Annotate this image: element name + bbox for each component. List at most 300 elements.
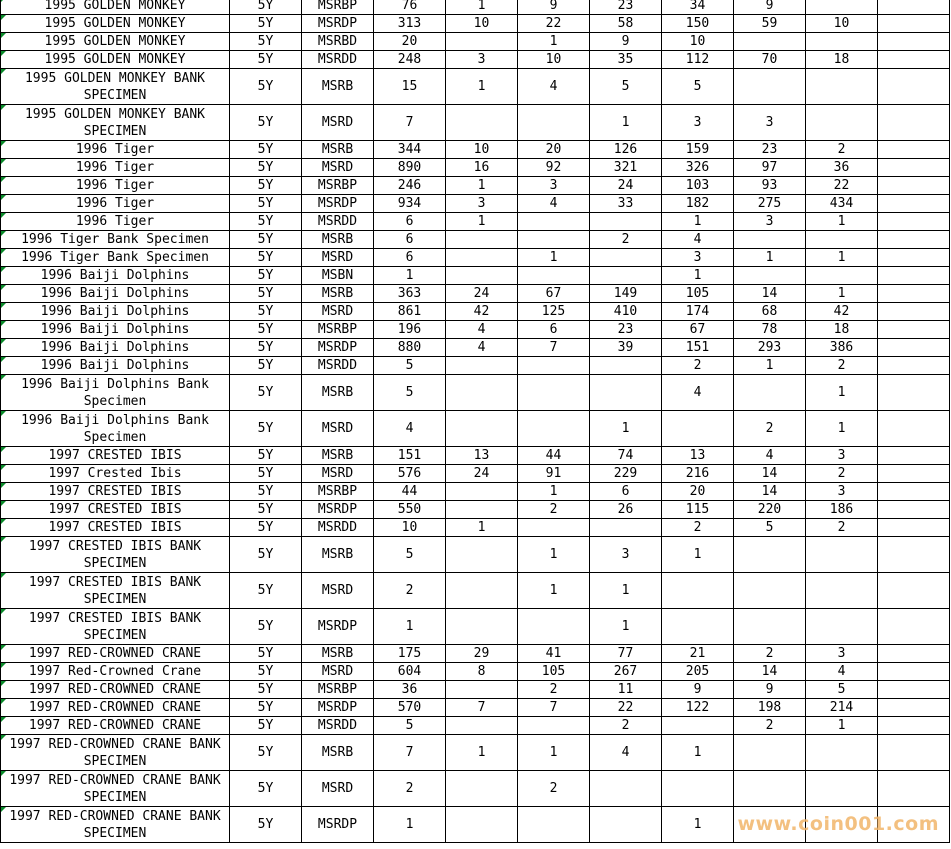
coin-name-cell[interactable]: 1996 Tiger Bank Specimen bbox=[1, 231, 230, 249]
empty-cell[interactable] bbox=[878, 771, 950, 807]
table-cell[interactable]: 21 bbox=[662, 645, 734, 663]
table-cell[interactable]: 2 bbox=[734, 717, 806, 735]
table-cell[interactable]: 293 bbox=[734, 339, 806, 357]
table-cell[interactable] bbox=[518, 411, 590, 447]
table-cell[interactable]: 13 bbox=[446, 447, 518, 465]
table-cell[interactable]: 5Y bbox=[230, 231, 302, 249]
table-cell[interactable]: 115 bbox=[662, 501, 734, 519]
table-cell[interactable]: 5 bbox=[806, 681, 878, 699]
empty-cell[interactable] bbox=[878, 339, 950, 357]
table-cell[interactable]: 2 bbox=[518, 681, 590, 699]
table-cell[interactable]: 44 bbox=[518, 447, 590, 465]
table-cell[interactable]: 5 bbox=[374, 357, 446, 375]
table-cell[interactable]: 7 bbox=[518, 699, 590, 717]
table-cell[interactable]: 74 bbox=[590, 447, 662, 465]
table-cell[interactable]: 103 bbox=[662, 177, 734, 195]
table-cell[interactable] bbox=[590, 771, 662, 807]
table-cell[interactable] bbox=[446, 807, 518, 843]
empty-cell[interactable] bbox=[878, 177, 950, 195]
coin-name-cell[interactable]: 1997 Crested Ibis bbox=[1, 465, 230, 483]
table-cell[interactable]: 7 bbox=[446, 699, 518, 717]
empty-cell[interactable] bbox=[878, 537, 950, 573]
table-cell[interactable] bbox=[590, 249, 662, 267]
table-cell[interactable] bbox=[446, 483, 518, 501]
table-cell[interactable] bbox=[806, 33, 878, 51]
coin-name-cell[interactable]: 1995 GOLDEN MONKEY bbox=[1, 0, 230, 15]
table-cell[interactable]: 1 bbox=[518, 537, 590, 573]
table-cell[interactable]: MSRDD bbox=[302, 51, 374, 69]
table-cell[interactable]: 196 bbox=[374, 321, 446, 339]
coin-name-cell[interactable]: 1997 CRESTED IBIS BANK SPECIMEN bbox=[1, 573, 230, 609]
table-cell[interactable]: 1 bbox=[806, 375, 878, 411]
table-cell[interactable] bbox=[662, 573, 734, 609]
table-cell[interactable]: 3 bbox=[446, 195, 518, 213]
table-cell[interactable]: 1 bbox=[374, 609, 446, 645]
table-cell[interactable]: 550 bbox=[374, 501, 446, 519]
table-cell[interactable]: MSRDP bbox=[302, 339, 374, 357]
table-cell[interactable]: 5Y bbox=[230, 465, 302, 483]
table-cell[interactable]: 5Y bbox=[230, 177, 302, 195]
table-cell[interactable]: 1 bbox=[446, 213, 518, 231]
table-cell[interactable]: 5Y bbox=[230, 699, 302, 717]
table-cell[interactable]: 1 bbox=[446, 519, 518, 537]
coin-name-cell[interactable]: 1996 Baiji Dolphins bbox=[1, 339, 230, 357]
table-cell[interactable]: MSRB bbox=[302, 141, 374, 159]
table-cell[interactable]: 5Y bbox=[230, 303, 302, 321]
empty-cell[interactable] bbox=[878, 33, 950, 51]
table-cell[interactable]: 5 bbox=[662, 69, 734, 105]
table-cell[interactable]: 248 bbox=[374, 51, 446, 69]
table-cell[interactable]: MSRD bbox=[302, 411, 374, 447]
table-cell[interactable]: 5Y bbox=[230, 501, 302, 519]
table-cell[interactable]: 15 bbox=[374, 69, 446, 105]
table-cell[interactable]: 434 bbox=[806, 195, 878, 213]
table-cell[interactable] bbox=[590, 213, 662, 231]
table-cell[interactable]: 23 bbox=[590, 321, 662, 339]
table-cell[interactable] bbox=[806, 573, 878, 609]
empty-cell[interactable] bbox=[878, 249, 950, 267]
table-cell[interactable]: 5Y bbox=[230, 735, 302, 771]
table-cell[interactable]: 326 bbox=[662, 159, 734, 177]
table-cell[interactable]: 5Y bbox=[230, 267, 302, 285]
table-cell[interactable]: 2 bbox=[374, 771, 446, 807]
table-cell[interactable]: 5Y bbox=[230, 375, 302, 411]
table-cell[interactable] bbox=[590, 267, 662, 285]
table-cell[interactable]: MSRDD bbox=[302, 357, 374, 375]
table-cell[interactable]: 3 bbox=[806, 645, 878, 663]
coin-name-cell[interactable]: 1996 Baiji Dolphins bbox=[1, 285, 230, 303]
table-cell[interactable]: 5Y bbox=[230, 771, 302, 807]
table-cell[interactable]: 5Y bbox=[230, 141, 302, 159]
table-cell[interactable]: 23 bbox=[590, 0, 662, 15]
table-cell[interactable]: 5Y bbox=[230, 105, 302, 141]
table-cell[interactable]: 2 bbox=[590, 231, 662, 249]
table-cell[interactable]: 5Y bbox=[230, 807, 302, 843]
table-cell[interactable] bbox=[806, 609, 878, 645]
table-cell[interactable] bbox=[518, 231, 590, 249]
table-cell[interactable]: MSRDP bbox=[302, 609, 374, 645]
table-cell[interactable] bbox=[446, 609, 518, 645]
table-cell[interactable]: 1 bbox=[806, 213, 878, 231]
table-cell[interactable]: MSRBP bbox=[302, 0, 374, 15]
table-cell[interactable]: 3 bbox=[662, 105, 734, 141]
empty-cell[interactable] bbox=[878, 51, 950, 69]
empty-cell[interactable] bbox=[878, 609, 950, 645]
table-cell[interactable]: 151 bbox=[374, 447, 446, 465]
empty-cell[interactable] bbox=[878, 645, 950, 663]
table-cell[interactable]: 92 bbox=[518, 159, 590, 177]
empty-cell[interactable] bbox=[878, 663, 950, 681]
table-cell[interactable]: 5Y bbox=[230, 159, 302, 177]
table-cell[interactable] bbox=[446, 771, 518, 807]
table-cell[interactable]: 3 bbox=[734, 105, 806, 141]
table-cell[interactable] bbox=[806, 537, 878, 573]
table-cell[interactable]: 1 bbox=[374, 807, 446, 843]
table-cell[interactable] bbox=[590, 375, 662, 411]
table-cell[interactable]: 29 bbox=[446, 645, 518, 663]
table-cell[interactable] bbox=[518, 519, 590, 537]
empty-cell[interactable] bbox=[878, 717, 950, 735]
table-cell[interactable]: 6 bbox=[374, 231, 446, 249]
table-cell[interactable] bbox=[446, 231, 518, 249]
coin-name-cell[interactable]: 1997 CRESTED IBIS BANK SPECIMEN bbox=[1, 537, 230, 573]
empty-cell[interactable] bbox=[878, 195, 950, 213]
table-cell[interactable]: 267 bbox=[590, 663, 662, 681]
empty-cell[interactable] bbox=[878, 141, 950, 159]
empty-cell[interactable] bbox=[878, 0, 950, 15]
table-cell[interactable]: 1 bbox=[662, 267, 734, 285]
coin-name-cell[interactable]: 1996 Baiji Dolphins Bank Specimen bbox=[1, 411, 230, 447]
table-cell[interactable]: 4 bbox=[446, 339, 518, 357]
table-cell[interactable]: 20 bbox=[662, 483, 734, 501]
table-cell[interactable]: 9 bbox=[590, 33, 662, 51]
table-cell[interactable]: 386 bbox=[806, 339, 878, 357]
empty-cell[interactable] bbox=[878, 285, 950, 303]
coin-name-cell[interactable]: 1997 CRESTED IBIS bbox=[1, 447, 230, 465]
table-cell[interactable]: 5 bbox=[374, 375, 446, 411]
table-cell[interactable]: 105 bbox=[518, 663, 590, 681]
empty-cell[interactable] bbox=[878, 681, 950, 699]
table-cell[interactable] bbox=[446, 375, 518, 411]
table-cell[interactable]: 5Y bbox=[230, 411, 302, 447]
table-cell[interactable]: 5Y bbox=[230, 483, 302, 501]
table-cell[interactable]: MSRDP bbox=[302, 807, 374, 843]
table-cell[interactable]: 2 bbox=[806, 141, 878, 159]
table-cell[interactable] bbox=[734, 69, 806, 105]
table-cell[interactable]: 344 bbox=[374, 141, 446, 159]
table-cell[interactable]: 2 bbox=[734, 645, 806, 663]
table-cell[interactable]: 4 bbox=[518, 69, 590, 105]
coin-name-cell[interactable]: 1996 Baiji Dolphins bbox=[1, 303, 230, 321]
table-cell[interactable] bbox=[734, 231, 806, 249]
table-cell[interactable]: 24 bbox=[446, 285, 518, 303]
coin-name-cell[interactable]: 1995 GOLDEN MONKEY BANK SPECIMEN bbox=[1, 105, 230, 141]
table-cell[interactable] bbox=[446, 501, 518, 519]
table-cell[interactable]: 35 bbox=[590, 51, 662, 69]
coin-name-cell[interactable]: 1995 GOLDEN MONKEY bbox=[1, 15, 230, 33]
table-cell[interactable]: 1 bbox=[590, 105, 662, 141]
table-cell[interactable]: 1 bbox=[518, 483, 590, 501]
table-cell[interactable]: 2 bbox=[806, 465, 878, 483]
table-cell[interactable] bbox=[518, 375, 590, 411]
table-cell[interactable] bbox=[662, 411, 734, 447]
table-cell[interactable]: 44 bbox=[374, 483, 446, 501]
table-cell[interactable]: MSRD bbox=[302, 771, 374, 807]
table-cell[interactable] bbox=[806, 267, 878, 285]
empty-cell[interactable] bbox=[878, 267, 950, 285]
table-cell[interactable]: 41 bbox=[518, 645, 590, 663]
table-cell[interactable]: 22 bbox=[590, 699, 662, 717]
table-cell[interactable]: 13 bbox=[662, 447, 734, 465]
table-cell[interactable] bbox=[446, 357, 518, 375]
table-cell[interactable]: 214 bbox=[806, 699, 878, 717]
table-cell[interactable]: 186 bbox=[806, 501, 878, 519]
table-cell[interactable]: 5Y bbox=[230, 357, 302, 375]
table-cell[interactable]: 3 bbox=[590, 537, 662, 573]
table-cell[interactable] bbox=[590, 807, 662, 843]
table-cell[interactable]: 16 bbox=[446, 159, 518, 177]
coin-name-cell[interactable]: 1996 Baiji Dolphins bbox=[1, 321, 230, 339]
coin-name-cell[interactable]: 1997 CRESTED IBIS bbox=[1, 519, 230, 537]
table-cell[interactable]: 76 bbox=[374, 0, 446, 15]
table-cell[interactable]: 313 bbox=[374, 15, 446, 33]
table-cell[interactable] bbox=[662, 771, 734, 807]
table-cell[interactable]: MSRDD bbox=[302, 519, 374, 537]
table-cell[interactable]: 67 bbox=[518, 285, 590, 303]
table-cell[interactable]: 576 bbox=[374, 465, 446, 483]
table-cell[interactable]: 14 bbox=[734, 483, 806, 501]
table-cell[interactable]: 9 bbox=[518, 0, 590, 15]
table-cell[interactable]: 1 bbox=[518, 249, 590, 267]
table-cell[interactable]: MSRD bbox=[302, 303, 374, 321]
table-cell[interactable]: 5Y bbox=[230, 285, 302, 303]
table-cell[interactable]: 8 bbox=[446, 663, 518, 681]
table-cell[interactable]: 24 bbox=[446, 465, 518, 483]
empty-cell[interactable] bbox=[878, 15, 950, 33]
coin-name-cell[interactable]: 1997 CRESTED IBIS BANK SPECIMEN bbox=[1, 609, 230, 645]
table-cell[interactable] bbox=[518, 267, 590, 285]
table-cell[interactable]: 2 bbox=[518, 501, 590, 519]
coin-name-cell[interactable]: 1997 RED-CROWNED CRANE BANK SPECIMEN bbox=[1, 807, 230, 843]
table-cell[interactable]: 1 bbox=[374, 267, 446, 285]
table-cell[interactable] bbox=[446, 33, 518, 51]
table-cell[interactable]: 126 bbox=[590, 141, 662, 159]
table-cell[interactable]: 36 bbox=[374, 681, 446, 699]
table-cell[interactable]: MSRB bbox=[302, 375, 374, 411]
table-cell[interactable]: 321 bbox=[590, 159, 662, 177]
table-cell[interactable]: 1 bbox=[662, 807, 734, 843]
table-cell[interactable]: MSRB bbox=[302, 447, 374, 465]
coin-name-cell[interactable]: 1997 RED-CROWNED CRANE bbox=[1, 645, 230, 663]
table-cell[interactable]: MSRB bbox=[302, 645, 374, 663]
table-cell[interactable]: 5Y bbox=[230, 0, 302, 15]
table-cell[interactable]: 10 bbox=[374, 519, 446, 537]
table-cell[interactable] bbox=[734, 609, 806, 645]
table-cell[interactable]: 182 bbox=[662, 195, 734, 213]
table-cell[interactable] bbox=[518, 357, 590, 375]
table-cell[interactable]: 10 bbox=[446, 141, 518, 159]
table-cell[interactable]: 6 bbox=[590, 483, 662, 501]
table-cell[interactable]: 275 bbox=[734, 195, 806, 213]
table-cell[interactable]: 68 bbox=[734, 303, 806, 321]
table-cell[interactable]: 1 bbox=[446, 735, 518, 771]
coin-name-cell[interactable]: 1996 Tiger bbox=[1, 195, 230, 213]
table-cell[interactable] bbox=[806, 231, 878, 249]
table-cell[interactable]: 23 bbox=[734, 141, 806, 159]
table-cell[interactable]: 2 bbox=[518, 771, 590, 807]
table-cell[interactable]: 2 bbox=[662, 357, 734, 375]
table-cell[interactable]: 2 bbox=[806, 357, 878, 375]
table-cell[interactable]: 4 bbox=[446, 321, 518, 339]
table-cell[interactable]: 216 bbox=[662, 465, 734, 483]
table-cell[interactable]: 1 bbox=[734, 357, 806, 375]
table-cell[interactable]: 24 bbox=[590, 177, 662, 195]
table-cell[interactable]: 410 bbox=[590, 303, 662, 321]
table-cell[interactable]: 9 bbox=[734, 681, 806, 699]
table-cell[interactable]: 151 bbox=[662, 339, 734, 357]
table-cell[interactable]: 1 bbox=[806, 717, 878, 735]
coin-name-cell[interactable]: 1996 Tiger bbox=[1, 177, 230, 195]
coin-name-cell[interactable]: 1997 RED-CROWNED CRANE bbox=[1, 699, 230, 717]
table-cell[interactable]: MSRD bbox=[302, 249, 374, 267]
table-cell[interactable]: 97 bbox=[734, 159, 806, 177]
table-cell[interactable]: 2 bbox=[806, 519, 878, 537]
coin-name-cell[interactable]: 1996 Tiger bbox=[1, 141, 230, 159]
table-cell[interactable] bbox=[734, 375, 806, 411]
table-cell[interactable]: 174 bbox=[662, 303, 734, 321]
coin-name-cell[interactable]: 1996 Baiji Dolphins Bank Specimen bbox=[1, 375, 230, 411]
coin-name-cell[interactable]: 1997 RED-CROWNED CRANE bbox=[1, 717, 230, 735]
empty-cell[interactable] bbox=[878, 105, 950, 141]
table-cell[interactable]: 22 bbox=[518, 15, 590, 33]
empty-cell[interactable] bbox=[878, 321, 950, 339]
empty-cell[interactable] bbox=[878, 519, 950, 537]
coin-name-cell[interactable]: 1997 RED-CROWNED CRANE BANK SPECIMEN bbox=[1, 735, 230, 771]
table-cell[interactable] bbox=[518, 609, 590, 645]
table-cell[interactable] bbox=[806, 771, 878, 807]
table-cell[interactable]: 5Y bbox=[230, 339, 302, 357]
table-cell[interactable] bbox=[734, 771, 806, 807]
table-cell[interactable]: 18 bbox=[806, 51, 878, 69]
table-cell[interactable] bbox=[518, 807, 590, 843]
table-cell[interactable]: 3 bbox=[518, 177, 590, 195]
table-cell[interactable]: 1 bbox=[662, 735, 734, 771]
table-cell[interactable]: 5 bbox=[374, 537, 446, 573]
table-cell[interactable]: 7 bbox=[518, 339, 590, 357]
empty-cell[interactable] bbox=[878, 411, 950, 447]
table-cell[interactable] bbox=[518, 213, 590, 231]
table-cell[interactable] bbox=[518, 717, 590, 735]
table-cell[interactable]: 70 bbox=[734, 51, 806, 69]
table-cell[interactable]: MSRB bbox=[302, 231, 374, 249]
table-cell[interactable]: MSRDP bbox=[302, 699, 374, 717]
table-cell[interactable]: MSRD bbox=[302, 105, 374, 141]
table-cell[interactable]: MSRDP bbox=[302, 501, 374, 519]
table-cell[interactable]: 3 bbox=[734, 213, 806, 231]
table-cell[interactable] bbox=[446, 249, 518, 267]
table-cell[interactable]: MSRBP bbox=[302, 483, 374, 501]
table-cell[interactable] bbox=[806, 735, 878, 771]
empty-cell[interactable] bbox=[878, 573, 950, 609]
table-cell[interactable]: 4 bbox=[518, 195, 590, 213]
table-cell[interactable]: 20 bbox=[374, 33, 446, 51]
table-cell[interactable]: MSRDD bbox=[302, 717, 374, 735]
table-cell[interactable]: 1 bbox=[590, 573, 662, 609]
table-cell[interactable]: 861 bbox=[374, 303, 446, 321]
table-cell[interactable] bbox=[446, 573, 518, 609]
table-cell[interactable]: 3 bbox=[806, 447, 878, 465]
table-cell[interactable]: 14 bbox=[734, 663, 806, 681]
table-cell[interactable]: MSRB bbox=[302, 69, 374, 105]
table-cell[interactable] bbox=[662, 609, 734, 645]
table-cell[interactable]: MSRB bbox=[302, 537, 374, 573]
coin-name-cell[interactable]: 1995 GOLDEN MONKEY bbox=[1, 33, 230, 51]
table-cell[interactable]: 18 bbox=[806, 321, 878, 339]
table-cell[interactable]: 4 bbox=[734, 447, 806, 465]
table-cell[interactable]: 122 bbox=[662, 699, 734, 717]
table-cell[interactable]: 5Y bbox=[230, 321, 302, 339]
table-cell[interactable]: 1 bbox=[662, 213, 734, 231]
empty-cell[interactable] bbox=[878, 483, 950, 501]
table-cell[interactable] bbox=[662, 717, 734, 735]
table-cell[interactable]: 5Y bbox=[230, 69, 302, 105]
coin-name-cell[interactable]: 1996 Baiji Dolphins bbox=[1, 267, 230, 285]
table-cell[interactable] bbox=[446, 267, 518, 285]
table-cell[interactable]: 3 bbox=[806, 483, 878, 501]
table-cell[interactable]: 1 bbox=[806, 249, 878, 267]
table-cell[interactable]: 220 bbox=[734, 501, 806, 519]
table-cell[interactable]: MSRDP bbox=[302, 15, 374, 33]
table-cell[interactable]: 59 bbox=[734, 15, 806, 33]
table-cell[interactable]: 1 bbox=[518, 33, 590, 51]
table-cell[interactable]: 5Y bbox=[230, 519, 302, 537]
table-cell[interactable]: MSBN bbox=[302, 267, 374, 285]
table-cell[interactable]: 3 bbox=[662, 249, 734, 267]
table-cell[interactable] bbox=[734, 573, 806, 609]
empty-cell[interactable] bbox=[878, 699, 950, 717]
table-cell[interactable]: 5Y bbox=[230, 681, 302, 699]
table-cell[interactable]: 604 bbox=[374, 663, 446, 681]
table-cell[interactable]: 5Y bbox=[230, 15, 302, 33]
table-cell[interactable]: MSRDP bbox=[302, 195, 374, 213]
table-cell[interactable]: 14 bbox=[734, 465, 806, 483]
empty-cell[interactable] bbox=[878, 501, 950, 519]
table-cell[interactable]: 77 bbox=[590, 645, 662, 663]
coin-name-cell[interactable]: 1995 GOLDEN MONKEY bbox=[1, 51, 230, 69]
table-cell[interactable]: 5Y bbox=[230, 645, 302, 663]
table-cell[interactable]: 42 bbox=[446, 303, 518, 321]
table-cell[interactable] bbox=[590, 519, 662, 537]
table-cell[interactable]: 58 bbox=[590, 15, 662, 33]
table-cell[interactable]: 1 bbox=[662, 537, 734, 573]
table-cell[interactable]: 5Y bbox=[230, 537, 302, 573]
table-cell[interactable]: 1 bbox=[518, 735, 590, 771]
table-cell[interactable] bbox=[446, 411, 518, 447]
table-cell[interactable] bbox=[734, 537, 806, 573]
table-cell[interactable]: 4 bbox=[590, 735, 662, 771]
table-cell[interactable] bbox=[806, 69, 878, 105]
table-cell[interactable]: 175 bbox=[374, 645, 446, 663]
table-cell[interactable]: 934 bbox=[374, 195, 446, 213]
table-cell[interactable]: 10 bbox=[518, 51, 590, 69]
table-cell[interactable] bbox=[806, 0, 878, 15]
empty-cell[interactable] bbox=[878, 375, 950, 411]
table-cell[interactable]: 5 bbox=[590, 69, 662, 105]
table-cell[interactable]: 6 bbox=[374, 213, 446, 231]
table-cell[interactable]: 33 bbox=[590, 195, 662, 213]
coin-name-cell[interactable]: 1996 Tiger bbox=[1, 159, 230, 177]
table-cell[interactable]: 4 bbox=[662, 231, 734, 249]
